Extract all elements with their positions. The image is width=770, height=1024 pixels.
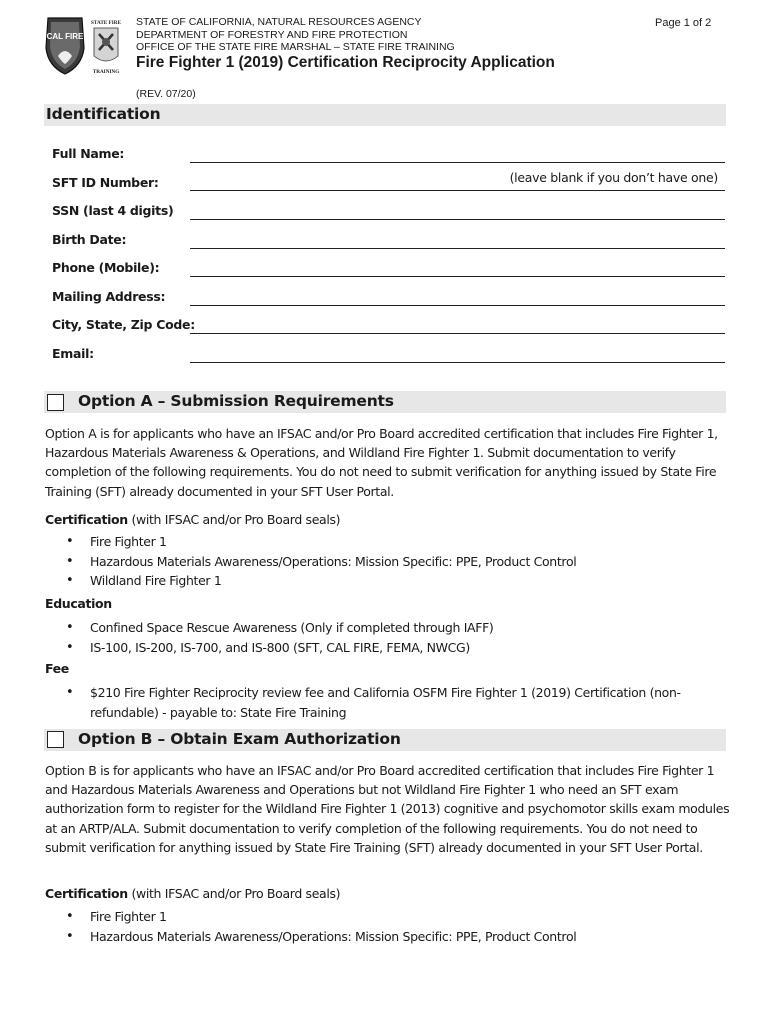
option-a-fee-heading: [45, 661, 69, 676]
identification-heading: Identification: [46, 105, 161, 123]
certification-note: (with IFSAC and/or Pro Board seals): [127, 886, 341, 901]
certification-label: Certification: [45, 886, 128, 901]
option-a-certification-list: [62, 532, 722, 591]
form-title: Fire Fighter 1 (2019) Certification Reciprocity Application: [136, 54, 555, 71]
cal-fire-logo-text: CAL FIRE: [46, 32, 84, 41]
mailing-address-field[interactable]: [190, 305, 725, 306]
option-a-intro: Option A is for applicants who have an IFSAC and/or Pro Board accredited certification that includes Fire Fighter 1, Hazardous Materials Awareness & Operations, and Wildland Fire Fighter 1. Submit documentation to verify completion of the following requirements. You do not need to submit verification for anything issued by State Fire Training (SFT) already documented in your SFT User Portal.: [45, 426, 718, 499]
sft-id-field[interactable]: [190, 190, 725, 191]
list-item: • Confined Space Rescue Awareness (Only if completed through IAFF): [62, 618, 722, 638]
option-a-certification-heading: [45, 512, 340, 527]
list-item: • Fire Fighter 1: [62, 532, 722, 552]
agency-line: OFFICE OF THE STATE FIRE MARSHAL – STATE FIRE TRAINING: [136, 41, 455, 53]
revision-label: (REV. 07/20): [136, 88, 196, 100]
fee-label: Fee: [45, 661, 69, 676]
state-fire-training-logo: [91, 20, 121, 75]
option-a-heading: Option A – Submission Requirements: [78, 392, 394, 410]
sft-logo-text-top: STATE FIRE: [91, 20, 121, 26]
page-number: Page 1 of 2: [655, 17, 712, 29]
option-b-intro: Option B is for applicants who have an IFSAC and/or Pro Board accredited certification that includes Fire Fighter 1 and Hazardous Materials Awareness and Operations but not Wildland Fire Fighter 1 who need an SFT exam authorization form to register for the Wildland Fire Fighter 1 (2013) cognitive and psychomotor skills exam modules at an ARTP/ALA. Submit documentation to verify completion of the following requirements. You do not need to submit verification for anything issued by State Fire Training (SFT) already documented in your SFT User Portal.: [45, 763, 730, 855]
agency-line: DEPARTMENT OF FORESTRY AND FIRE PROTECTION: [136, 28, 408, 41]
list-item: • Hazardous Materials Awareness/Operations: Mission Specific: PPE, Product Control: [62, 552, 722, 572]
list-item: • Wildland Fire Fighter 1: [62, 571, 722, 591]
education-label: Education: [45, 596, 112, 611]
city-state-zip-field[interactable]: [190, 333, 725, 334]
option-a-checkbox[interactable]: [47, 394, 64, 411]
option-b-checkbox[interactable]: [47, 731, 64, 748]
phone-field[interactable]: [190, 276, 725, 277]
agency-lines: [136, 16, 455, 54]
sft-logo-text-bottom: TRAINING: [92, 69, 120, 75]
full-name-label: Full Name:: [52, 146, 125, 161]
email-label: Email:: [52, 346, 94, 361]
certification-note: (with IFSAC and/or Pro Board seals): [127, 512, 341, 527]
option-b-certification-heading: [45, 886, 340, 901]
list-item: • Fire Fighter 1: [62, 907, 722, 927]
mailing-address-label: Mailing Address:: [52, 289, 166, 304]
sft-id-label: SFT ID Number:: [52, 175, 159, 190]
option-b-heading: Option B – Obtain Exam Authorization: [78, 730, 401, 748]
email-field[interactable]: [190, 362, 725, 363]
ssn-field[interactable]: [190, 219, 725, 220]
full-name-field[interactable]: [190, 162, 725, 163]
option-a-education-heading: [45, 596, 112, 611]
certification-label: Certification: [45, 512, 128, 527]
ssn-label: SSN (last 4 digits): [52, 203, 174, 218]
birth-date-label: Birth Date:: [52, 232, 127, 247]
option-b-certification-list: [62, 907, 722, 946]
city-state-zip-label: City, State, Zip Code:: [52, 317, 195, 332]
option-a-fee-list: [62, 683, 722, 722]
phone-label: Phone (Mobile):: [52, 260, 160, 275]
list-item: • $210 Fire Fighter Reciprocity review fee and California OSFM Fire Fighter 1 (2019) Certification (non-refundable) - payable to: State Fire Training: [62, 683, 722, 722]
sft-id-hint: (leave blank if you don’t have one): [509, 170, 718, 185]
list-item: • Hazardous Materials Awareness/Operations: Mission Specific: PPE, Product Control: [62, 927, 722, 947]
agency-logos: [44, 12, 126, 76]
cal-fire-logo: [46, 18, 84, 74]
list-item: • IS-100, IS-200, IS-700, and IS-800 (SFT, CAL FIRE, FEMA, NWCG): [62, 638, 722, 658]
agency-line: STATE OF CALIFORNIA, NATURAL RESOURCES AGENCY: [136, 16, 422, 28]
birth-date-field[interactable]: [190, 248, 725, 249]
option-a-education-list: [62, 618, 722, 657]
